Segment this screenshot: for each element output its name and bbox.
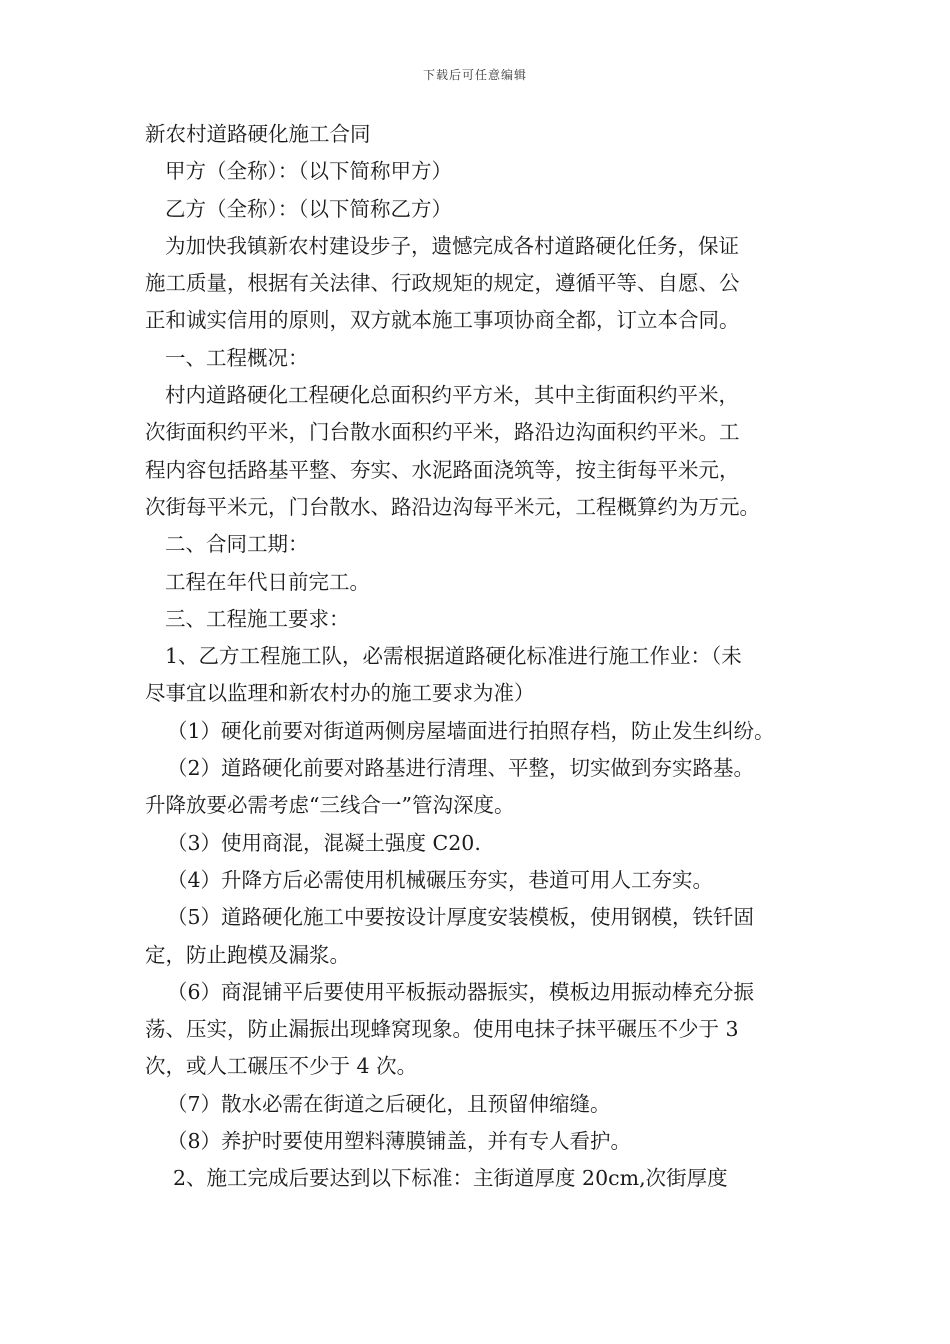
text-line: 三、工程施工要求： — [165, 606, 350, 631]
document-body — [145, 116, 817, 1198]
text-line: 村内道路硬化工程硬化总面积约平方米，其中主街面积约平米， — [165, 383, 739, 408]
text-line: 甲方（全称）：（以下简称甲方） — [165, 159, 452, 184]
text-line: 二、合同工期： — [165, 532, 309, 557]
text-line: （4）升降方后必需使用机械碾压夯实，巷道可用人工夯实。 — [167, 867, 714, 892]
page-header: 下载后可任意编辑 — [422, 68, 527, 82]
text-line: （1）硬化前要对街道两侧房屋墙面进行拍照存档，防止发生纠纷。 — [167, 718, 775, 743]
document-title: 新农村道路硬化施工合同 — [145, 122, 371, 146]
text-line: 程内容包括路基平整、夯实、水泥路面浇筑等，按主街每平米元， — [145, 457, 740, 482]
text-line: 尽事宜以监理和新农村办的施工要求为准） — [145, 681, 535, 706]
text-line: 一、工程概况： — [165, 345, 309, 370]
text-line: （5）道路硬化施工中要按设计厚度安装模板，使用钢模，铁钎固 — [167, 905, 755, 930]
text-line: 1、乙方工程施工队，必需根据道路硬化标准进行施工作业：（未 — [165, 644, 742, 669]
text-line: 定，防止跑模及漏浆。 — [145, 942, 350, 967]
text-line: （6）商混铺平后要使用平板振动器振实，模板边用振动棒充分振 — [167, 979, 755, 1004]
text-line: 为加快我镇新农村建设步子，遗憾完成各村道路硬化任务，保证 — [165, 233, 739, 258]
text-line: 升降放要必需考虑“三线合一”管沟深度。 — [145, 793, 515, 818]
text-line: 正和诚实信用的原则，双方就本施工事项协商全都，订立本合同。 — [145, 308, 740, 333]
text-line: 乙方（全称）：（以下简称乙方） — [165, 196, 452, 221]
text-line: （7）散水必需在街道之后硬化，且预留伸缩缝。 — [167, 1091, 611, 1116]
text-line: （3）使用商混，混凝土强度 C20. — [167, 830, 481, 855]
text-line: 次街面积约平米，门台散水面积约平米，路沿边沟面积约平米。工 — [145, 420, 740, 445]
text-line: 2、施工完成后要达到以下标准：主街道厚度 20cm,次街厚度 — [173, 1166, 728, 1191]
text-line: 次，或人工碾压不少于 4 次。 — [145, 1054, 418, 1079]
text-line: 荡、压实，防止漏振出现蜂窝现象。使用电抹子抹平碾压不少于 3 — [145, 1017, 739, 1042]
text-line: （8）养护时要使用塑料薄膜铺盖，并有专人看护。 — [167, 1129, 632, 1154]
text-line: 工程在年代日前完工。 — [165, 569, 370, 594]
text-line: （2）道路硬化前要对路基进行清理、平整，切实做到夯实路基。 — [167, 756, 755, 781]
text-line: 次街每平米元，门台散水、路沿边沟每平米元，工程概算约为万元。 — [145, 494, 760, 519]
text-line: 施工质量，根据有关法律、行政规矩的规定，遵循平等、自愿、公 — [145, 271, 740, 296]
